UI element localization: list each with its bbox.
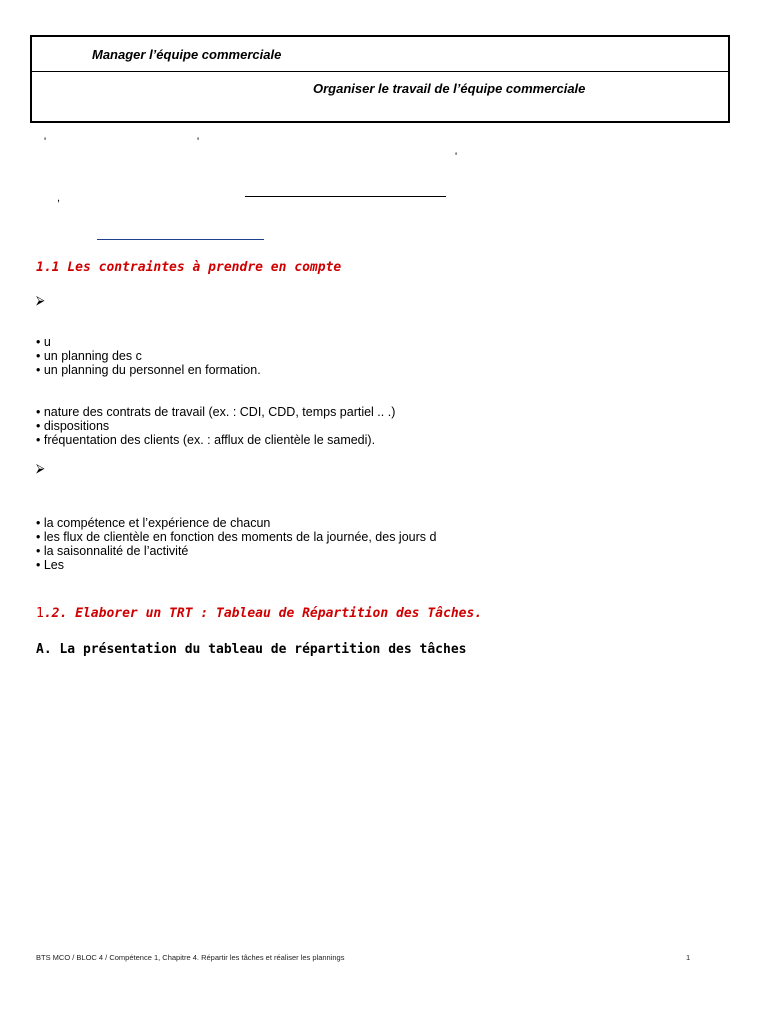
subheading-a: A. La présentation du tableau de répartition des tâches (36, 642, 467, 657)
list-item: • un planning des c (36, 349, 142, 363)
header-subtitle: Organiser le travail de l’équipe commerciale (313, 81, 586, 96)
section-heading-text: .2. Elaborer un TRT : Tableau de Répartition des Tâches. (43, 606, 483, 621)
section-heading-number: 1 (36, 606, 44, 621)
list-item: • fréquentation des clients (ex. : afflux de clientèle le samedi). (36, 433, 376, 447)
list-item: • u (36, 335, 51, 349)
list-item: • Les (36, 558, 65, 572)
tick-mark: ' (197, 136, 200, 148)
header-divider (32, 71, 728, 72)
constraints-list-b (36, 405, 395, 447)
list-item: • la saisonnalité de l’activité (36, 544, 189, 558)
list-item: • nature des contrats de travail (ex. : CDI, CDD, temps partiel .. .) (36, 405, 396, 419)
footer-text: BTS MCO / BLOC 4 / Compétence 1, Chapitre 4. Répartir les tâches et réaliser les plannings (36, 953, 345, 962)
constraints-list-c (36, 516, 436, 572)
header-box (30, 35, 730, 123)
arrow-bullet-icon: ⮚ (36, 293, 45, 307)
list-item: • dispositions (36, 419, 110, 433)
blank-line-blue (97, 239, 264, 240)
list-item: • un planning du personnel en formation. (36, 363, 261, 377)
list-item: • les flux de clientèle en fonction des moments de la journée, des jours d (36, 530, 437, 544)
tick-mark: ' (44, 136, 47, 148)
arrow-bullet-icon: ⮚ (36, 461, 45, 475)
header-title: Manager l’équipe commerciale (92, 47, 282, 62)
constraints-list-a (36, 335, 261, 377)
page-number: 1 (686, 953, 691, 962)
tick-mark: , (57, 192, 61, 204)
section-heading-1-1: 1.1 Les contraintes à prendre en compte (36, 260, 342, 275)
blank-line (245, 196, 446, 197)
list-item: • la compétence et l’expérience de chacun (36, 516, 271, 530)
tick-mark: ' (455, 151, 458, 163)
section-heading-1-2 (36, 606, 482, 621)
